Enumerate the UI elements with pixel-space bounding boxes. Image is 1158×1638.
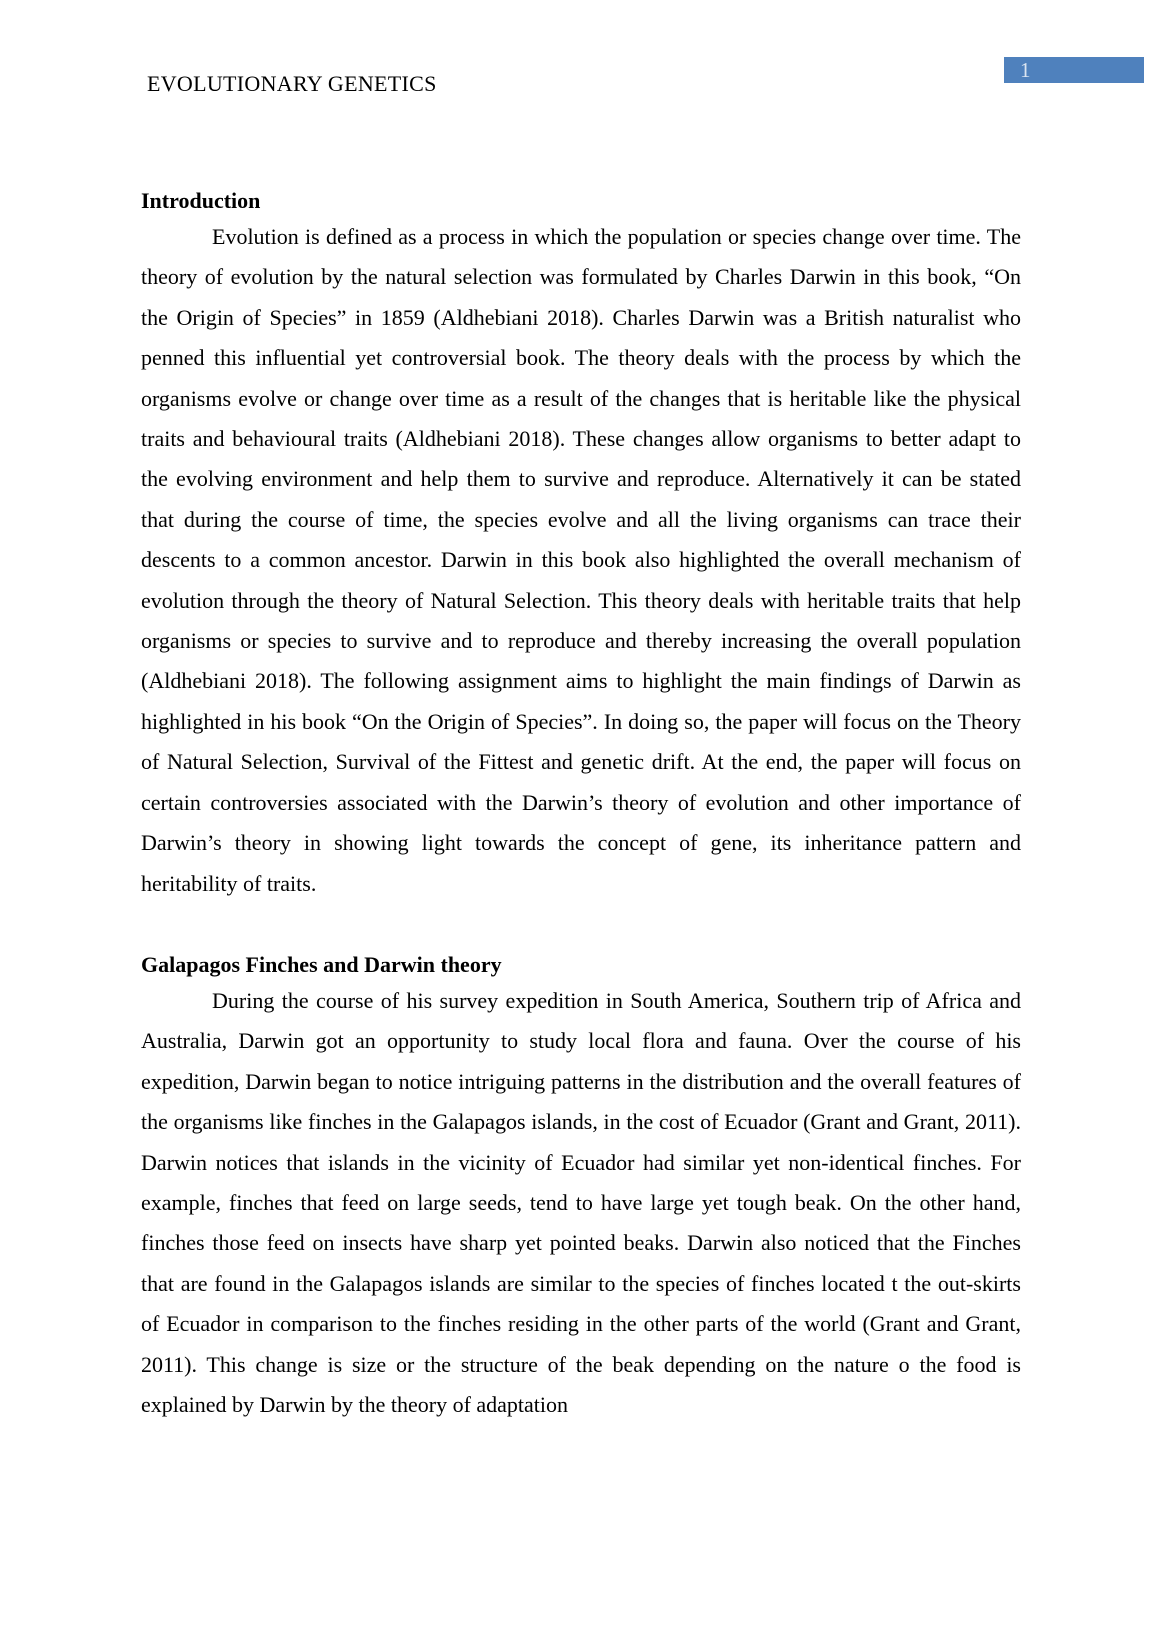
galapagos-finches-paragraph: During the course of his survey expedition in South America, Southern trip of Africa and Australia, Darwin got an opportunity to study local flora and fauna. Over the course of his expedition, Darwin began to notice intriguing patterns in the distribution and the overall features of the organisms like finches in the Galapagos islands, in the cost of Ecuador (Grant and Grant, 2011). Darwin notices that islands in the vicinity of Ecuador had similar yet non-identical finches. For example, finches that feed on large seeds, tend to have large yet tough beak. On the other hand, finches those feed on insects have sharp yet pointed beaks. Darwin also noticed that the Finches that are found in the Galapagos islands are similar to the species of finches located t the out-skirts of Ecuador in comparison to the finches residing in the other parts of the world (Grant and Grant, 2011). This change is size or the structure of the beak depending on the nature o the food is explained by Darwin by the theory of adaptation — [141, 987, 1021, 1417]
section-heading-introduction: Introduction — [141, 188, 261, 213]
page-number: 1 — [1020, 58, 1031, 82]
section-introduction — [141, 185, 1021, 904]
introduction-paragraph: Evolution is defined as a process in which the population or species change over time. The theory of evolution by the natural selection was formulated by Charles Darwin in this book, “On the Origin of Species” in 1859 (Aldhebiani 2018). Charles Darwin was a British naturalist who penned this influential yet controversial book. The theory deals with the process by which the organisms evolve or change over time as a result of the changes that is heritable like the physical traits and behavioural traits (Aldhebiani 2018). These changes allow organisms to better adapt to the evolving environment and help them to survive and reproduce. Alternatively it can be stated that during the course of time, the species evolve and all the living organisms can trace their descents to a common ancestor. Darwin in this book also highlighted the overall mechanism of evolution through the theory of Natural Selection. This theory deals with heritable traits that help organisms or species to survive and to reproduce and thereby increasing the overall population (Aldhebiani 2018). The following assignment aims to highlight the main findings of Darwin as highlighted in his book “On the Origin of Species”. In doing so, the paper will focus on the Theory of Natural Selection, Survival of the Fittest and genetic drift. At the end, the paper will focus on certain controversies associated with the Darwin’s theory of evolution and other importance of Darwin’s theory in showing light towards the concept of gene, its inheritance pattern and heritability of traits. — [141, 224, 1021, 896]
section-heading-galapagos-finches: Galapagos Finches and Darwin theory — [141, 951, 502, 977]
running-head: EVOLUTIONARY GENETICS — [147, 71, 437, 96]
section-galapagos-finches — [141, 949, 1021, 1425]
document-body — [141, 185, 1021, 1425]
page-number-badge — [1004, 57, 1144, 83]
section-spacer — [141, 904, 1021, 949]
